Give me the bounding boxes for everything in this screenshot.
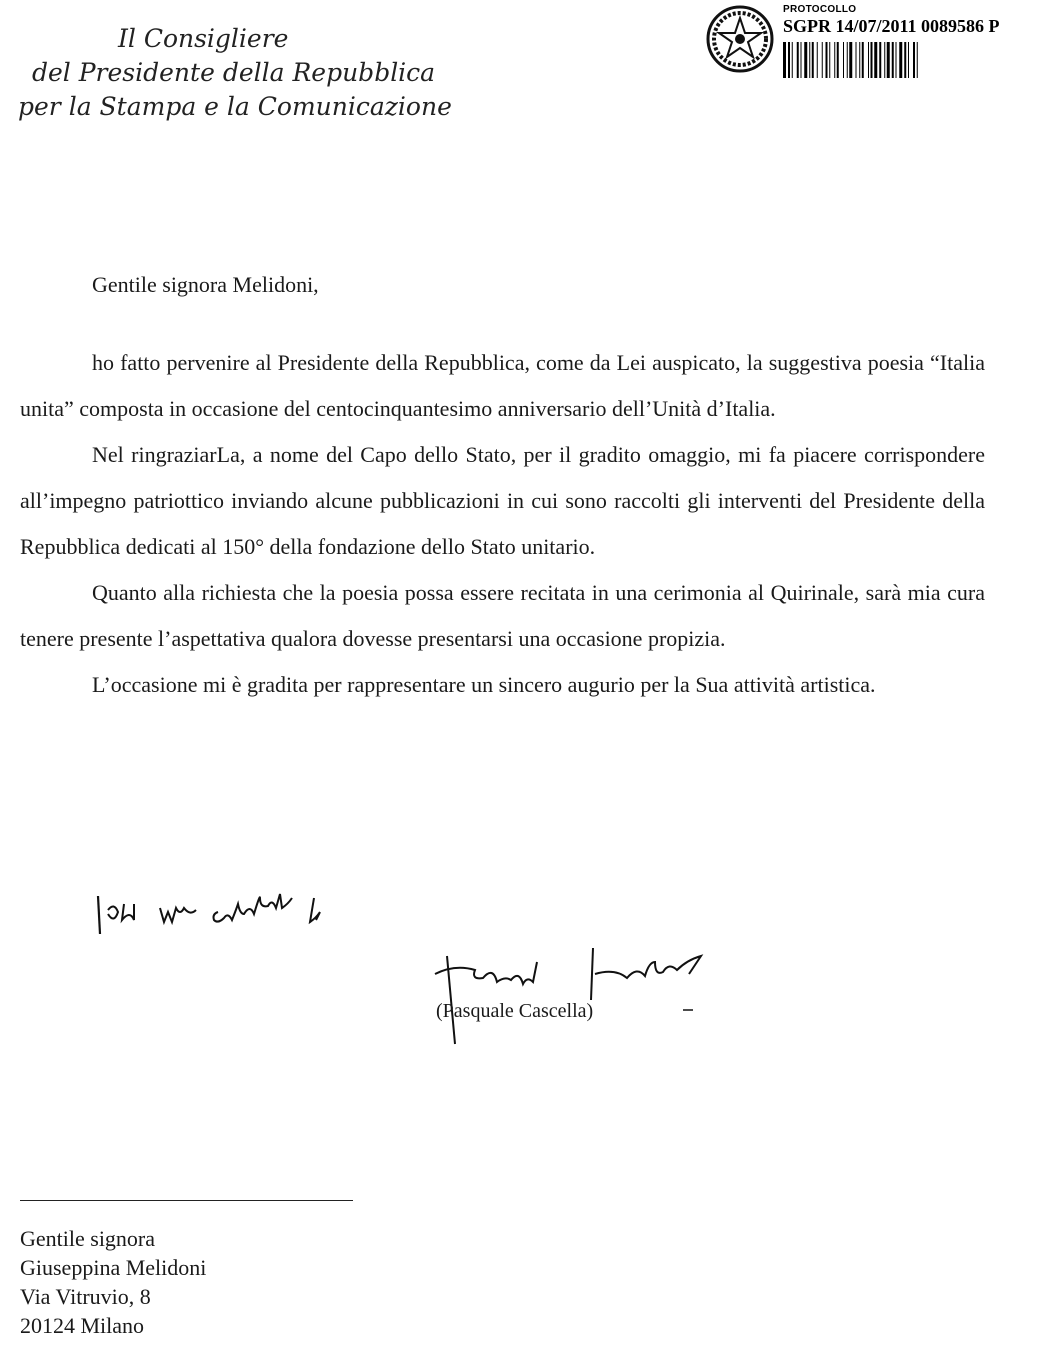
paragraph-1: ho fatto pervenire al Presidente della Repubblica, come da Lei auspicato, la suggestiva poesia “Italia unita” composta in occasione del centocinquantesimo anniversario dell’Unità d’Italia.: [20, 350, 985, 421]
protocol-code: SGPR 14/07/2011 0089586 P: [783, 16, 1000, 36]
address-line-1: Gentile signora: [20, 1226, 156, 1251]
barcode: [783, 42, 1035, 78]
paragraph-4: L’occasione mi è gradita per rappresentare un sincero augurio per la Sua attività artistica.: [92, 672, 876, 697]
signatory-name: (Pasquale Cascella): [436, 1000, 594, 1022]
paragraph-2: Nel ringraziarLa, a nome del Capo dello Stato, per il gradito omaggio, mi fa piacere corrispondere all’impegno patriottico inviando alcune pubblicazioni in cui sono raccolti gli interventi del Presidente della Repubblica dedicati al 150° della fondazione dello Stato unitario.: [20, 442, 985, 559]
salutation: Gentile signora Melidoni,: [92, 272, 319, 297]
address-line-3: Via Vitruvio, 8: [20, 1284, 151, 1309]
letterhead-line-1: Il Consigliere: [118, 24, 289, 53]
letter-body: [20, 340, 985, 708]
republic-emblem-icon: [705, 4, 775, 74]
address-line-4: 20124 Milano: [20, 1313, 145, 1338]
protocol-stamp: [705, 2, 1045, 92]
footer-divider: [20, 1200, 353, 1201]
paragraph-3: Quanto alla richiesta che la poesia possa essere recitata in una cerimonia al Quirinale, sarà mia cura tenere presente l’aspettativa qualora dovesse presentarsi una occasione propizia.: [20, 580, 985, 651]
handwritten-note: [94, 890, 374, 940]
letterhead-line-3: per la Stampa e la Comunicazione: [18, 92, 452, 121]
protocol-label: PROTOCOLLO: [783, 4, 857, 15]
signature: [425, 940, 745, 1050]
letterhead-line-2: del Presidente della Repubblica: [32, 58, 436, 87]
recipient-address: [20, 1224, 206, 1340]
letterhead: [18, 22, 478, 124]
address-line-2: Giuseppina Melidoni: [20, 1255, 207, 1280]
